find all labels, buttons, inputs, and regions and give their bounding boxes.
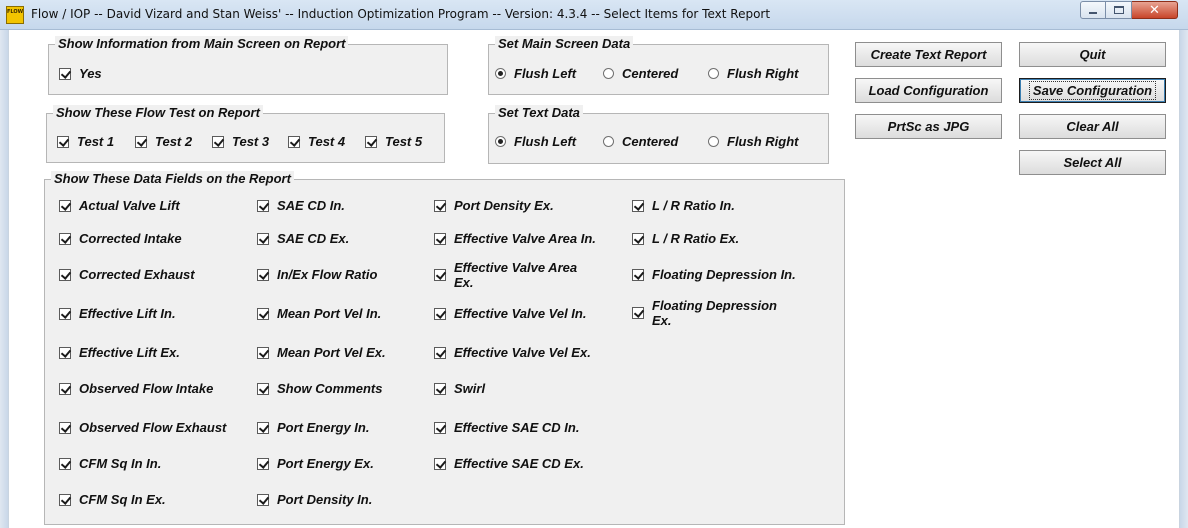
field-label: Mean Port Vel Ex.: [277, 345, 386, 360]
test-3-checkbox[interactable]: [212, 134, 269, 149]
field-label: Effective Valve Area In.: [454, 231, 596, 246]
checkbox-icon: [434, 200, 446, 212]
checkbox-icon: [257, 422, 269, 434]
radio-selected-icon: [495, 68, 506, 79]
field-label: Actual Valve Lift: [79, 198, 180, 213]
clear-all-label: Clear All: [1066, 119, 1119, 134]
checkbox-icon: [632, 307, 644, 319]
radio-label: Flush Right: [727, 66, 799, 81]
field-label: In/Ex Flow Ratio: [277, 267, 378, 282]
main-flush-right-radio[interactable]: [708, 66, 799, 81]
checkbox-icon: [434, 269, 446, 281]
window-controls: [1080, 1, 1178, 20]
field-checkbox[interactable]: [257, 267, 377, 282]
maximize-button[interactable]: [1106, 1, 1132, 19]
text-flush-left-radio[interactable]: [495, 134, 576, 149]
field-checkbox[interactable]: [59, 381, 213, 396]
checkbox-icon: [434, 458, 446, 470]
data-fields-group: [44, 171, 845, 525]
checkbox-icon: [59, 383, 71, 395]
test-2-checkbox[interactable]: [135, 134, 192, 149]
checkbox-icon: [434, 383, 446, 395]
radio-icon: [708, 136, 719, 147]
radio-label: Flush Left: [514, 134, 577, 149]
checkbox-icon: [59, 233, 71, 245]
field-checkbox[interactable]: [59, 231, 182, 246]
checkbox-icon: [632, 233, 644, 245]
field-label: CFM Sq In In.: [79, 456, 162, 471]
radio-label: Centered: [622, 134, 679, 149]
field-label: Effective Lift Ex.: [79, 345, 180, 360]
flow-tests-legend: Show These Flow Test on Report: [53, 105, 263, 121]
radio-label: Flush Left: [514, 66, 577, 81]
field-label: Effective Valve Area Ex.: [454, 260, 578, 290]
text-flush-right-radio[interactable]: [708, 134, 799, 149]
prtsc-as-jpg-label: PrtSc as JPG: [887, 119, 970, 134]
save-configuration-label: Save Configuration: [1032, 83, 1153, 98]
flow-tests-group: [46, 105, 445, 163]
yes-label: Yes: [79, 66, 102, 81]
field-checkbox[interactable]: [434, 306, 586, 321]
minimize-icon: [1089, 12, 1097, 14]
field-label: Effective SAE CD Ex.: [454, 456, 584, 471]
field-label: Swirl: [454, 381, 486, 396]
radio-selected-icon: [495, 136, 506, 147]
select-all-label: Select All: [1063, 155, 1122, 170]
field-label: Port Density Ex.: [454, 198, 554, 213]
field-checkbox[interactable]: [59, 492, 166, 507]
field-label: Port Density In.: [277, 492, 373, 507]
field-checkbox[interactable]: [59, 198, 180, 213]
checkbox-icon: [257, 269, 269, 281]
field-checkbox[interactable]: [257, 231, 349, 246]
field-checkbox[interactable]: [434, 198, 554, 213]
field-label: Floating Depression In.: [652, 267, 796, 282]
field-label: Observed Flow Exhaust: [79, 420, 227, 435]
test-label: Test 3: [232, 134, 270, 149]
field-label: Effective Valve Vel In.: [454, 306, 587, 321]
close-icon: ✕: [1149, 2, 1160, 18]
close-button[interactable]: [1132, 1, 1178, 19]
checkbox-icon: [59, 68, 71, 80]
field-label: Observed Flow Intake: [79, 381, 214, 396]
app-logo-icon: FLOW: [6, 6, 24, 24]
field-label: SAE CD In.: [277, 198, 345, 213]
checkbox-icon: [434, 422, 446, 434]
field-checkbox[interactable]: [59, 456, 161, 471]
field-checkbox[interactable]: [434, 456, 584, 471]
field-checkbox[interactable]: [434, 260, 584, 290]
test-label: Test 5: [385, 134, 423, 149]
field-label: Floating Depression Ex.: [652, 298, 777, 328]
checkbox-icon: [257, 347, 269, 359]
create-text-report-button[interactable]: [855, 42, 1002, 67]
field-checkbox[interactable]: [434, 420, 579, 435]
field-checkbox[interactable]: [434, 381, 485, 396]
checkbox-icon: [257, 200, 269, 212]
radio-label: Flush Right: [727, 134, 799, 149]
radio-icon: [708, 68, 719, 79]
field-label: Port Energy In.: [277, 420, 370, 435]
field-label: Show Comments: [277, 381, 383, 396]
radio-label: Centered: [622, 66, 679, 81]
minimize-button[interactable]: [1080, 1, 1106, 19]
test-label: Test 4: [308, 134, 346, 149]
create-text-report-label: Create Text Report: [870, 47, 987, 62]
load-configuration-label: Load Configuration: [868, 83, 989, 98]
data-fields-legend: Show These Data Fields on the Report: [51, 171, 294, 187]
field-checkbox[interactable]: [59, 267, 195, 282]
field-checkbox[interactable]: [257, 381, 382, 396]
test-label: Test 2: [155, 134, 193, 149]
checkbox-icon: [59, 269, 71, 281]
checkbox-icon: [257, 308, 269, 320]
checkbox-icon: [59, 308, 71, 320]
field-checkbox[interactable]: [434, 231, 596, 246]
checkbox-icon: [434, 347, 446, 359]
main-centered-radio[interactable]: [603, 66, 678, 81]
test-4-checkbox[interactable]: [288, 134, 345, 149]
test-label: Test 1: [77, 134, 115, 149]
field-checkbox[interactable]: [257, 198, 345, 213]
radio-icon: [603, 136, 614, 147]
radio-icon: [603, 68, 614, 79]
field-checkbox[interactable]: [434, 345, 591, 360]
main-screen-data-group: [488, 36, 829, 95]
field-checkbox[interactable]: [632, 298, 792, 328]
checkbox-icon: [59, 458, 71, 470]
checkbox-icon: [257, 494, 269, 506]
checkbox-icon: [434, 233, 446, 245]
field-label: Effective SAE CD In.: [454, 420, 580, 435]
checkbox-icon: [365, 136, 377, 148]
field-checkbox[interactable]: [59, 420, 226, 435]
title-bar: [0, 0, 1188, 30]
quit-button[interactable]: [1019, 42, 1166, 67]
checkbox-icon: [632, 269, 644, 281]
clear-all-button[interactable]: [1019, 114, 1166, 139]
checkbox-icon: [212, 136, 224, 148]
save-configuration-button[interactable]: [1019, 78, 1166, 103]
field-checkbox[interactable]: [257, 456, 374, 471]
select-all-button[interactable]: [1019, 150, 1166, 175]
window-title: Flow / IOP -- David Vizard and Stan Weiss' -- Induction Optimization Program -- Version: 4.3.4 -- Select Items for Text Report: [31, 7, 771, 21]
field-label: Effective Valve Vel Ex.: [454, 345, 591, 360]
field-checkbox[interactable]: [257, 345, 386, 360]
field-label: SAE CD Ex.: [277, 231, 350, 246]
field-label: Corrected Exhaust: [79, 267, 195, 282]
field-checkbox[interactable]: [632, 231, 739, 246]
text-data-legend: Set Text Data: [495, 105, 583, 121]
checkbox-icon: [59, 200, 71, 212]
checkbox-icon: [59, 347, 71, 359]
field-label: L / R Ratio In.: [652, 198, 735, 213]
field-checkbox[interactable]: [59, 345, 180, 360]
field-label: L / R Ratio Ex.: [652, 231, 740, 246]
checkbox-icon: [257, 458, 269, 470]
field-checkbox[interactable]: [257, 420, 369, 435]
field-checkbox[interactable]: [257, 306, 381, 321]
checkbox-icon: [288, 136, 300, 148]
main-screen-data-legend: Set Main Screen Data: [495, 36, 633, 52]
field-checkbox[interactable]: [632, 198, 735, 213]
field-label: CFM Sq In Ex.: [79, 492, 166, 507]
checkbox-icon: [59, 494, 71, 506]
field-checkbox[interactable]: [59, 306, 176, 321]
checkbox-icon: [434, 308, 446, 320]
right-window-border: [1180, 30, 1188, 528]
test-5-checkbox[interactable]: [365, 134, 422, 149]
field-checkbox[interactable]: [632, 267, 796, 282]
test-1-checkbox[interactable]: [57, 134, 114, 149]
field-label: Mean Port Vel In.: [277, 306, 382, 321]
text-data-group: [488, 105, 829, 164]
checkbox-icon: [632, 200, 644, 212]
checkbox-icon: [135, 136, 147, 148]
left-window-border: [0, 30, 8, 528]
quit-label: Quit: [1079, 47, 1106, 62]
text-centered-radio[interactable]: [603, 134, 678, 149]
main-screen-info-legend: Show Information from Main Screen on Report: [55, 36, 348, 52]
checkbox-icon: [57, 136, 69, 148]
field-label: Corrected Intake: [79, 231, 182, 246]
maximize-icon: [1114, 6, 1124, 14]
load-configuration-button[interactable]: [855, 78, 1002, 103]
main-screen-info-group: [48, 36, 448, 95]
field-label: Port Energy Ex.: [277, 456, 374, 471]
checkbox-icon: [59, 422, 71, 434]
prtsc-as-jpg-button[interactable]: [855, 114, 1002, 139]
field-checkbox[interactable]: [257, 492, 372, 507]
checkbox-icon: [257, 233, 269, 245]
main-flush-left-radio[interactable]: [495, 66, 576, 81]
checkbox-icon: [257, 383, 269, 395]
field-label: Effective Lift In.: [79, 306, 176, 321]
yes-checkbox[interactable]: [59, 66, 102, 81]
